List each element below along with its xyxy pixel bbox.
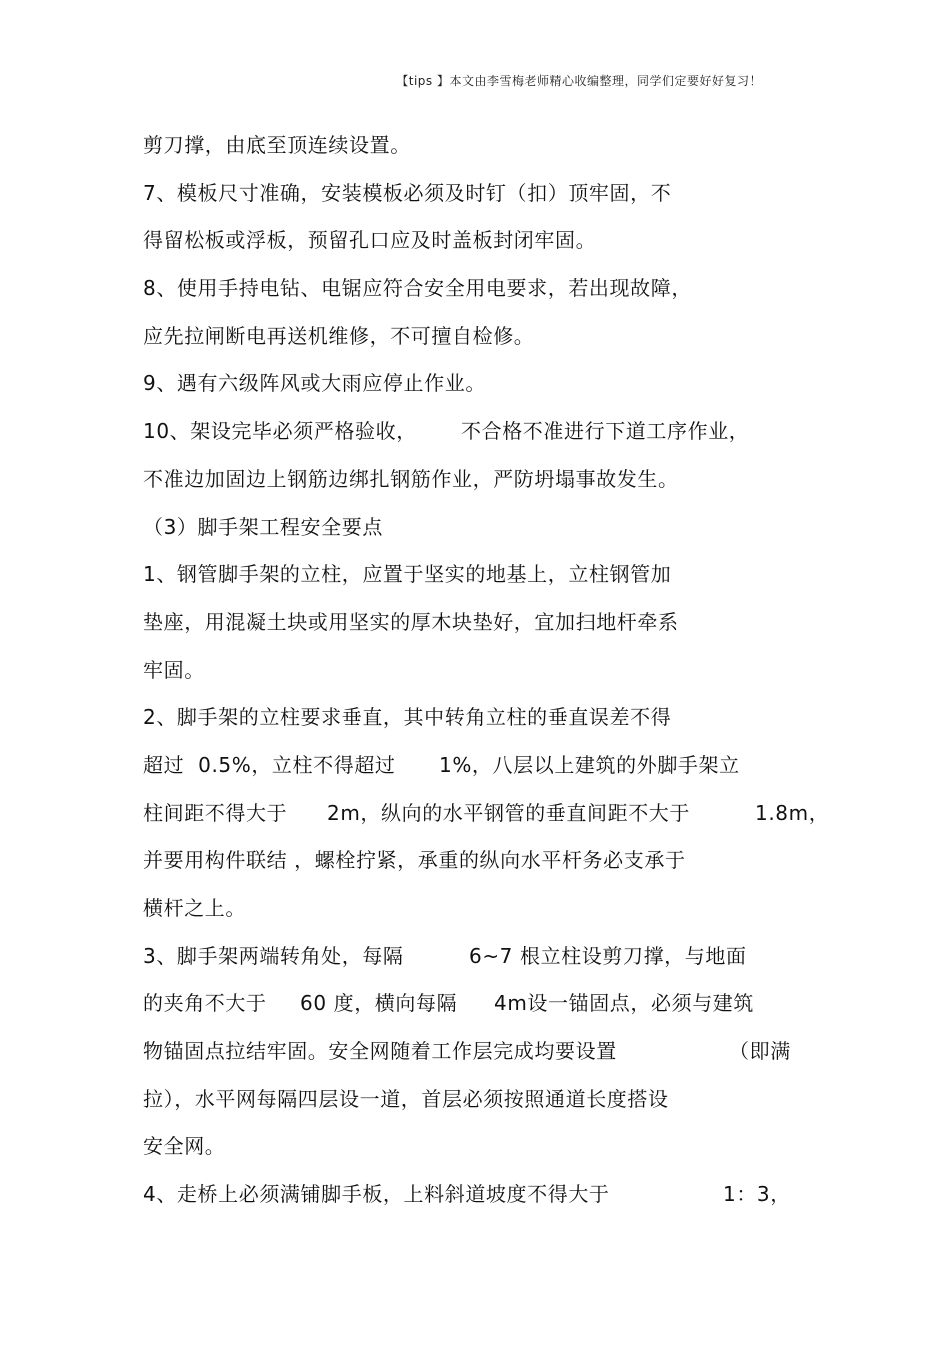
text-segment: 10、架设完毕必须严格验收， [143, 419, 417, 444]
text-segment: 剪刀撑，由底至顶连续设置。 [143, 133, 411, 157]
text-segment: 6~7 根立柱设剪刀撑，与地面 [469, 943, 747, 968]
text-segment: 9、遇有六级阵风或大雨应停止作业。 [143, 371, 486, 396]
text-line [143, 319, 833, 367]
text-segment: 得留松板或浮板，预留孔口应及时盖板封闭牢固。 [143, 228, 597, 253]
text-line [143, 748, 833, 796]
text-segment: （3）脚手架工程安全要点 [143, 514, 383, 539]
text-segment: 1：3， [723, 1182, 791, 1207]
text-line [143, 891, 833, 939]
text-line [143, 223, 833, 271]
text-line [143, 796, 833, 844]
text-segment: 1.8m， [755, 800, 830, 825]
text-line [143, 1034, 833, 1082]
document-body [143, 128, 833, 1225]
text-segment: 1、钢管脚手架的立柱，应置于坚实的地基上，立柱钢管加 [143, 562, 672, 587]
text-line [143, 1177, 833, 1225]
text-segment: 横杆之上。 [143, 896, 246, 920]
text-segment: 柱间距不得大于 [143, 800, 288, 825]
text-line [143, 1082, 833, 1130]
text-segment: 应先拉闸断电再送机维修，不可擅自检修。 [143, 323, 535, 348]
text-line [143, 366, 833, 414]
text-segment: （即满 [729, 1039, 791, 1064]
text-line [143, 510, 833, 558]
text-line [143, 605, 833, 653]
text-segment: 不合格不准进行下道工序作业， [461, 419, 750, 444]
text-line [143, 128, 833, 176]
text-segment: 60 度，横向每隔 [300, 991, 458, 1016]
text-line [143, 1129, 833, 1177]
text-line [143, 700, 833, 748]
text-segment: 1%，八层以上建筑的外脚手架立 [439, 752, 740, 777]
text-segment: 物锚固点拉结牢固。安全网随着工作层完成均要设置 [143, 1039, 617, 1064]
text-line [143, 557, 833, 605]
text-line [143, 414, 833, 462]
text-segment: 拉），水平网每隔四层设一道，首层必须按照通道长度搭设 [143, 1086, 669, 1111]
text-line [143, 271, 833, 319]
text-line [143, 843, 833, 891]
text-segment: 3、脚手架两端转角处，每隔 [143, 943, 404, 968]
text-line [143, 653, 833, 701]
text-segment: 7、模板尺寸准确，安装模板必须及时钉（扣）顶牢固，不 [143, 180, 672, 205]
text-segment: 2、脚手架的立柱要求垂直，其中转角立柱的垂直误差不得 [143, 705, 672, 730]
text-segment: 超过 0.5%，立柱不得超过 [143, 752, 396, 777]
text-segment: 垫座，用混凝土块或用坚实的厚木块垫好，宜加扫地杆牵系 [143, 609, 679, 634]
text-segment: 安全网。 [143, 1134, 226, 1159]
text-segment: 2m，纵向的水平钢管的垂直间距不大于 [327, 800, 691, 825]
text-segment: 4、走桥上必须满铺脚手板，上料斜道坡度不得大于 [143, 1182, 610, 1207]
text-segment: 并要用构件联结 ，螺栓拧紧，承重的纵向水平杆务必支承于 [143, 848, 686, 873]
text-segment: 8、使用手持电钻、电锯应符合安全用电要求，若出现故障， [143, 276, 692, 301]
text-segment: 4m设一锚固点，必须与建筑 [494, 991, 755, 1016]
text-segment: 牢固。 [143, 657, 205, 682]
text-line [143, 986, 833, 1034]
text-segment: 不准边加固边上钢筋边绑扎钢筋作业，严防坍塌事故发生。 [143, 466, 679, 491]
header-note: 【tips 】本文由李雪梅老师精心收编整理，同学们定要好好复习！ [396, 74, 762, 88]
text-line [143, 176, 833, 224]
text-segment: 的夹角不大于 [143, 991, 267, 1016]
text-line [143, 939, 833, 987]
text-line [143, 462, 833, 510]
